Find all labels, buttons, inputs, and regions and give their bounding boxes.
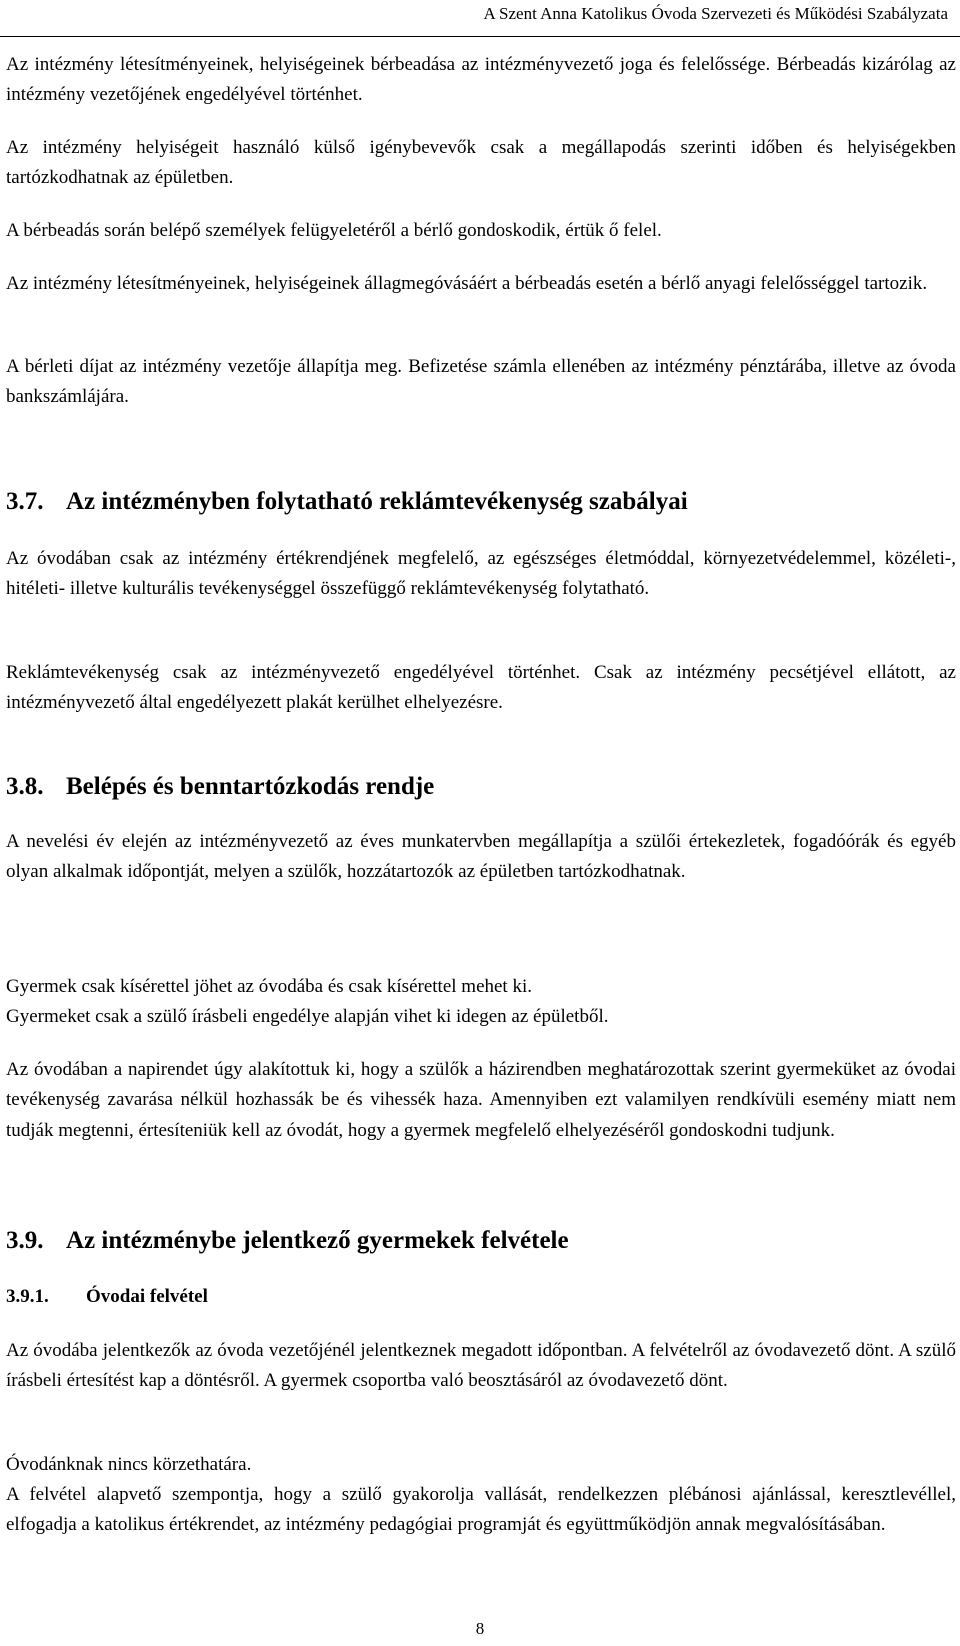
- section-heading-3-8: [6, 772, 956, 802]
- paragraph-advertising-scope: Az óvodában csak az intézmény értékrendjének megfelelő, az egészséges életmóddal, környezetvédelemmel, közéleti-, hitéleti- illetve kulturális tevékenységgel összefüggő reklámtevékenység folytatható.: [6, 548, 956, 600]
- section-title: Az intézménybe jelentkező gyermekek felvétele: [66, 1227, 569, 1254]
- section-number: 3.7.: [6, 488, 44, 515]
- section-number: 3.8.: [6, 773, 44, 800]
- paragraph-escort-in: Gyermek csak kísérettel jöhet az óvodába és csak kísérettel mehet ki.: [6, 976, 532, 997]
- paragraph-escort-out: Gyermeket csak a szülő írásbeli engedélye alapján vihet ki idegen az épületből.: [6, 1006, 609, 1027]
- section-heading-3-9: [6, 1226, 956, 1256]
- paragraph-parent-meetings: A nevelési év elején az intézményvezető az éves munkatervben megállapítja a szülői értekezletek, fogadóórák és egyéb olyan alkalmak időpontját, melyen a szülők, hozzátartozók az épületben tartózkodhatnak.: [6, 831, 956, 883]
- paragraph-daily-schedule: Az óvodában a napirendet úgy alakítottuk ki, hogy a szülők a házirendben meghatározottak szerint gyermeküket az óvodai tevékenység zavarása nélkül hozhassák be és vihessék haza. Amennyiben ezt valamilyen rendkívüli esemény miatt nem tudják megtenni, értesíteniük kell az óvodát, hogy a gyermek megfelelő elhelyezéséről gondoskodni tudjunk.: [6, 1059, 956, 1141]
- paragraph-rental-rights: Az intézmény létesítményeinek, helyiségeinek bérbeadása az intézményvezető joga és felelőssége. Bérbeadás kizárólag az intézmény vezetőjének engedélyével történhet.: [6, 54, 956, 106]
- subsection-heading-3-9-1: [6, 1285, 956, 1309]
- subsection-title: Óvodai felvétel: [86, 1286, 208, 1307]
- page-number: 8: [475, 1619, 485, 1638]
- header-divider: [0, 36, 960, 37]
- paragraph-no-district: Óvodánknak nincs körzethatára.: [6, 1454, 252, 1475]
- subsection-number: 3.9.1.: [6, 1286, 49, 1307]
- section-title: Belépés és benntartózkodás rendje: [66, 773, 435, 800]
- section-title: Az intézményben folytatható reklámtevékenység szabályai: [66, 488, 688, 515]
- paragraph-admission-process: Az óvodába jelentkezők az óvoda vezetőjénél jelentkeznek megadott időpontban. A felvételről az óvodavezető dönt. A szülő írásbeli értesítést kap a döntésről. A gyermek csoportba való beosztásáról az óvodavezető dönt.: [6, 1340, 956, 1392]
- paragraph-advertising-approval: Reklámtevékenység csak az intézményvezető engedélyével történhet. Csak az intézmény pecsétjével ellátott, az intézményvezető által engedélyezett plakát kerülhet elhelyezésre.: [6, 662, 956, 714]
- section-heading-3-7: [6, 487, 956, 517]
- paragraph-liability: Az intézmény létesítményeinek, helyiségeinek állagmegóvásáért a bérbeadás esetén a bérlő anyagi felelősséggel tartozik.: [6, 273, 928, 294]
- section-number: 3.9.: [6, 1227, 44, 1254]
- paragraph-rental-fee: A bérleti díjat az intézmény vezetője állapítja meg. Befizetése számla ellenében az intézmény pénztárába, illetve az óvoda bankszámlájára.: [6, 356, 956, 408]
- running-header: A Szent Anna Katolikus Óvoda Szervezeti és Működési Szabályzata: [483, 4, 948, 23]
- paragraph-admission-criteria: A felvétel alapvető szempontja, hogy a szülő gyakorolja vallását, rendelkezzen plébánosi ajánlással, keresztlevéllel, elfogadja a katolikus értékrendet, az intézmény pedagógiai programját és együttműködjön annak megvalósításában.: [6, 1484, 956, 1536]
- paragraph-external-users: Az intézmény helyiségeit használó külső igénybevevők csak a megállapodás szerinti időben és helyiségekben tartózkodhatnak az épületben.: [6, 137, 956, 189]
- paragraph-supervision: A bérbeadás során belépő személyek felügyeletéről a bérlő gondoskodik, értük ő felel.: [6, 220, 662, 241]
